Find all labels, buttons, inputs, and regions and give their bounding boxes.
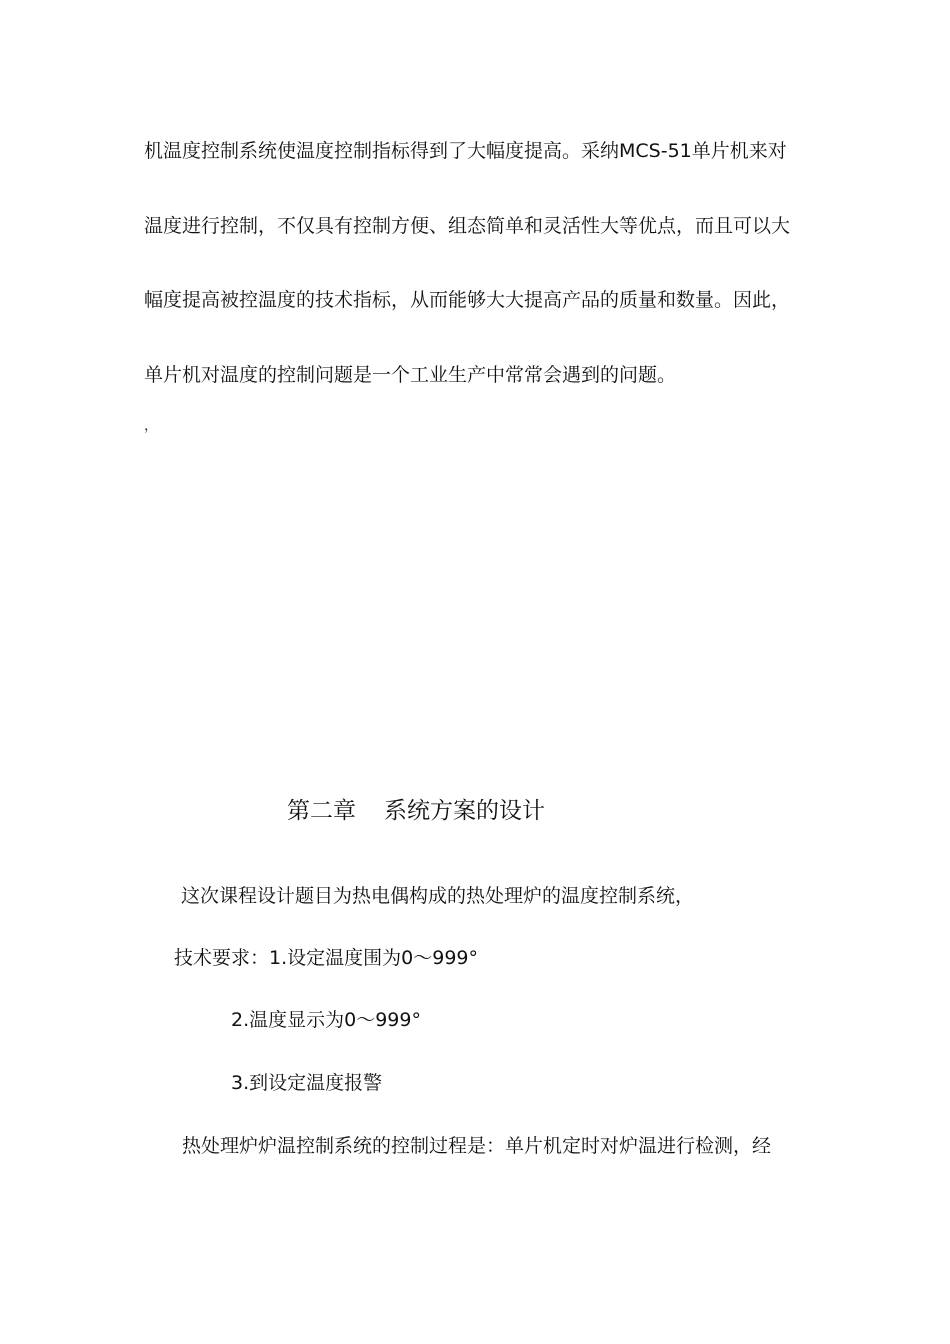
requirement-item-1: 1.设定温度围为0～999° [269,947,478,969]
requirements-label: 技术要求： [174,947,270,969]
chapter-title: 系统方案的设计 [384,798,545,824]
requirement-item-2: 2.温度显示为0～999° [231,1009,421,1031]
intro-line-1: 机温度控制系统使温度控制指标得到了大幅度提高。采纳MCS-51单片机来对 [144,140,787,162]
design-topic-line: 这次课程设计题目为热电偶构成的热处理炉的温度控制系统， [181,885,695,907]
intro-line-4: 单片机对温度的控制问题是一个工业生产中常常会遇到的问题。 [144,364,677,386]
chapter-heading [287,797,545,825]
intro-line-2: 温度进行控制，不仅具有控制方便、组态简单和灵活性大等优点，而且可以大 [144,215,791,237]
stray-comma-mark: ， [144,418,158,434]
process-line: 热处理炉炉温控制系统的控制过程是：单片机定时对炉温进行检测，经 [182,1135,772,1157]
chapter-number: 第二章 [287,798,356,824]
requirements-line [174,946,478,970]
requirement-item-3: 3.到设定温度报警 [231,1072,383,1094]
intro-line-3: 幅度提高被控温度的技术指标，从而能够大大提高产品的质量和数量。因此， [144,289,791,311]
